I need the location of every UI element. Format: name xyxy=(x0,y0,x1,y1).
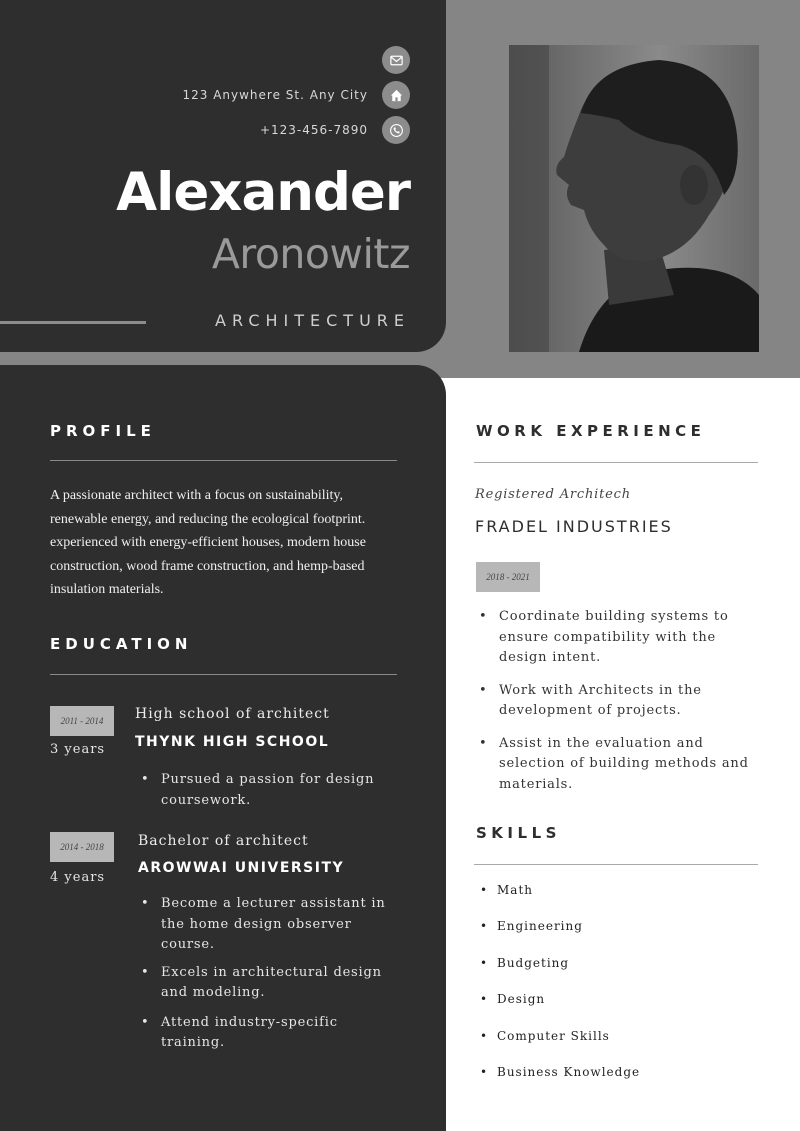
profile-line: construction, wood frame construction, and hemp-based xyxy=(50,558,365,574)
education-heading: EDUCATION xyxy=(50,635,193,653)
bullet-line: • Pursued a passion for design xyxy=(161,772,375,787)
bullet-line: design intent. xyxy=(499,650,602,665)
contact-phone-row xyxy=(260,116,410,144)
home-icon xyxy=(382,81,410,109)
bullet-line: ensure compatibility with the xyxy=(499,629,717,645)
education-degree: High school of architect xyxy=(135,706,330,722)
list-item xyxy=(137,770,397,811)
education-date-badge: 2011 - 2014 xyxy=(50,706,114,736)
work-date-badge: 2018 - 2021 xyxy=(476,562,540,592)
education-duration: 4 years xyxy=(50,870,106,885)
skill-item: • Math xyxy=(476,883,640,919)
skill-item: • Design xyxy=(476,992,640,1028)
bullet-line: and modeling. xyxy=(161,985,266,1000)
bullet-line: development of projects. xyxy=(499,703,682,718)
role-title: ARCHITECTURE xyxy=(215,311,410,330)
bullet-line: the home design observer xyxy=(161,916,352,932)
skill-item: • Budgeting xyxy=(476,956,640,992)
bullet-line: • Work with Architects in the xyxy=(499,682,702,698)
education-duration: 3 years xyxy=(50,742,106,757)
list-item xyxy=(137,1013,427,1054)
bullet-line: course. xyxy=(161,937,215,952)
skills-divider xyxy=(474,864,758,865)
education-bullets xyxy=(137,770,397,811)
profile-line: renewable energy, and reducing the ecological footprint. xyxy=(50,511,366,527)
skill-item: • Business Knowledge xyxy=(476,1065,640,1101)
last-name: Aronowitz xyxy=(211,230,410,278)
bullet-line: training. xyxy=(161,1035,225,1050)
profile-photo xyxy=(509,45,759,352)
bullet-line: • Coordinate building systems to xyxy=(499,609,729,624)
bullet-line: • Attend industry-specific xyxy=(161,1014,338,1030)
education-divider xyxy=(50,674,397,675)
list-item xyxy=(475,681,775,722)
bullet-line: coursework. xyxy=(161,792,252,808)
work-bullets xyxy=(475,607,775,795)
skill-item: • Engineering xyxy=(476,919,640,955)
profile-summary xyxy=(50,484,400,602)
phone-icon xyxy=(382,116,410,144)
profile-line: insulation materials. xyxy=(50,582,164,597)
education-school: AROWWAI UNIVERSITY xyxy=(138,860,345,876)
profile-line: A passionate architect with a focus on sustainability, xyxy=(50,488,344,503)
company-name: FRADEL INDUSTRIES xyxy=(475,517,673,536)
contact-address-row xyxy=(182,81,410,109)
bullet-line: • Excels in architectural design xyxy=(161,964,382,980)
bullet-line: • Become a lecturer assistant in xyxy=(161,896,386,911)
role-divider xyxy=(0,321,146,324)
work-heading: WORK EXPERIENCE xyxy=(476,422,706,440)
education-date-badge: 2014 - 2018 xyxy=(50,832,114,862)
profile-heading: PROFILE xyxy=(50,422,156,440)
job-title: Registered Architech xyxy=(475,487,631,502)
bullet-line: selection of building methods and xyxy=(499,756,749,771)
first-name: Alexander xyxy=(116,162,410,223)
bullet-line: • Assist in the evaluation and xyxy=(499,735,704,751)
skills-heading: SKILLS xyxy=(476,824,561,842)
education-bullets xyxy=(137,894,427,1054)
contact-email-row xyxy=(382,46,410,74)
skill-item: • Computer Skills xyxy=(476,1029,640,1065)
bullet-line: materials. xyxy=(499,776,574,792)
mail-icon xyxy=(382,46,410,74)
profile-line: experienced with energy-efficient houses, modern house xyxy=(50,535,366,550)
profile-divider xyxy=(50,460,397,461)
education-degree: Bachelor of architect xyxy=(138,833,309,849)
phone-text: +123-456-7890 xyxy=(259,123,368,137)
list-item xyxy=(137,894,427,956)
list-item xyxy=(475,734,775,796)
list-item xyxy=(137,963,427,1004)
address-text: 123 Anywhere St. Any City xyxy=(182,88,368,102)
work-divider xyxy=(474,462,758,463)
skills-list xyxy=(476,883,640,1101)
education-school: THYNK HIGH SCHOOL xyxy=(135,734,330,750)
list-item xyxy=(475,607,775,669)
